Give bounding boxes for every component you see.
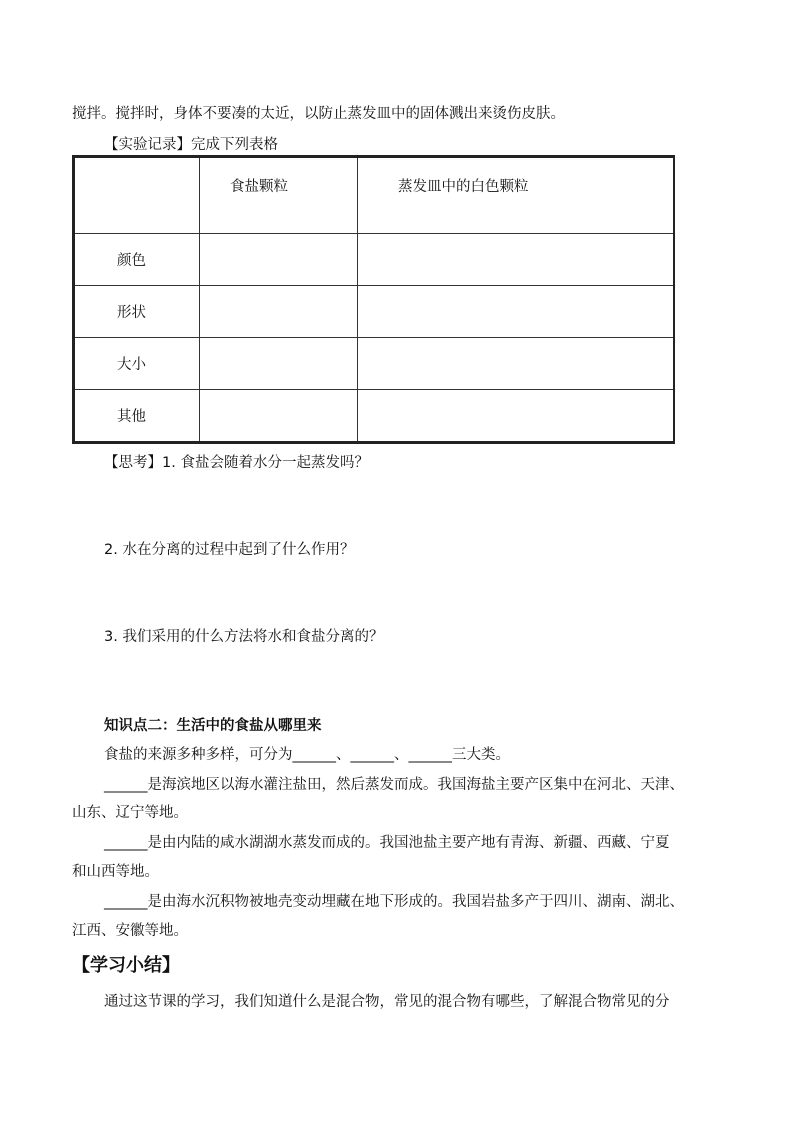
record-label: 【实验记录】完成下列表格	[104, 137, 278, 153]
think-question-2: 2. 水在分离的过程中起到了什么作用？	[104, 542, 355, 558]
knowledge-paragraph-4-line-1: ______是由海水沉积物被地壳变动埋藏在地下形成的。我国岩盐多产于四川、湖南、湖北、	[104, 894, 684, 910]
row-label: 颜色	[74, 234, 200, 286]
table-cell	[358, 286, 675, 338]
row-label: 其他	[74, 390, 200, 443]
table-header-cell: 食盐颗粒	[200, 157, 358, 234]
table-cell	[358, 390, 675, 443]
knowledge-paragraph-3-line-2: 和山西等地。	[72, 864, 159, 880]
top-paragraph: 搅拌。搅拌时，身体不要凑的太近，以防止蒸发皿中的固体溅出来烫伤皮肤。	[72, 106, 565, 122]
row-label: 形状	[74, 286, 200, 338]
table-cell	[358, 234, 675, 286]
table-header-cell: 蒸发皿中的白色颗粒	[358, 157, 675, 234]
knowledge-title: 知识点二：生活中的食盐从哪里来	[104, 718, 322, 734]
table-cell	[200, 338, 358, 390]
think-question-3: 3. 我们采用的什么方法将水和食盐分离的？	[104, 629, 384, 645]
table-header-cell	[74, 157, 200, 234]
think-question-1: 【思考】1. 食盐会随着水分一起蒸发吗？	[104, 455, 369, 471]
row-label: 大小	[74, 338, 200, 390]
table-row	[74, 234, 675, 286]
table-row	[74, 390, 675, 443]
table-cell	[200, 286, 358, 338]
knowledge-paragraph-1: 食盐的来源多种多样，可分为______、______、______三大类。	[104, 747, 510, 763]
knowledge-paragraph-2-line-1: ______是海滨地区以海水灌注盐田，然后蒸发而成。我国海盐主要产区集中在河北、天津、	[104, 777, 684, 793]
table-row	[74, 338, 675, 390]
summary-title: 【学习小结】	[72, 955, 180, 976]
knowledge-paragraph-4-line-2: 江西、安徽等地。	[72, 923, 188, 939]
summary-text: 通过这节课的学习，我们知道什么是混合物，常见的混合物有哪些，了解混合物常见的分	[104, 994, 670, 1010]
knowledge-paragraph-2-line-2: 山东、辽宁等地。	[72, 805, 188, 821]
table-row	[74, 286, 675, 338]
table-cell	[200, 390, 358, 443]
table-header-row	[74, 157, 675, 234]
knowledge-paragraph-3-line-1: ______是由内陆的咸水湖湖水蒸发而成的。我国池盐主要产地有青海、新疆、西藏、宁夏	[104, 835, 670, 851]
experiment-record-table	[72, 155, 675, 444]
table-cell	[200, 234, 358, 286]
table-cell	[358, 338, 675, 390]
